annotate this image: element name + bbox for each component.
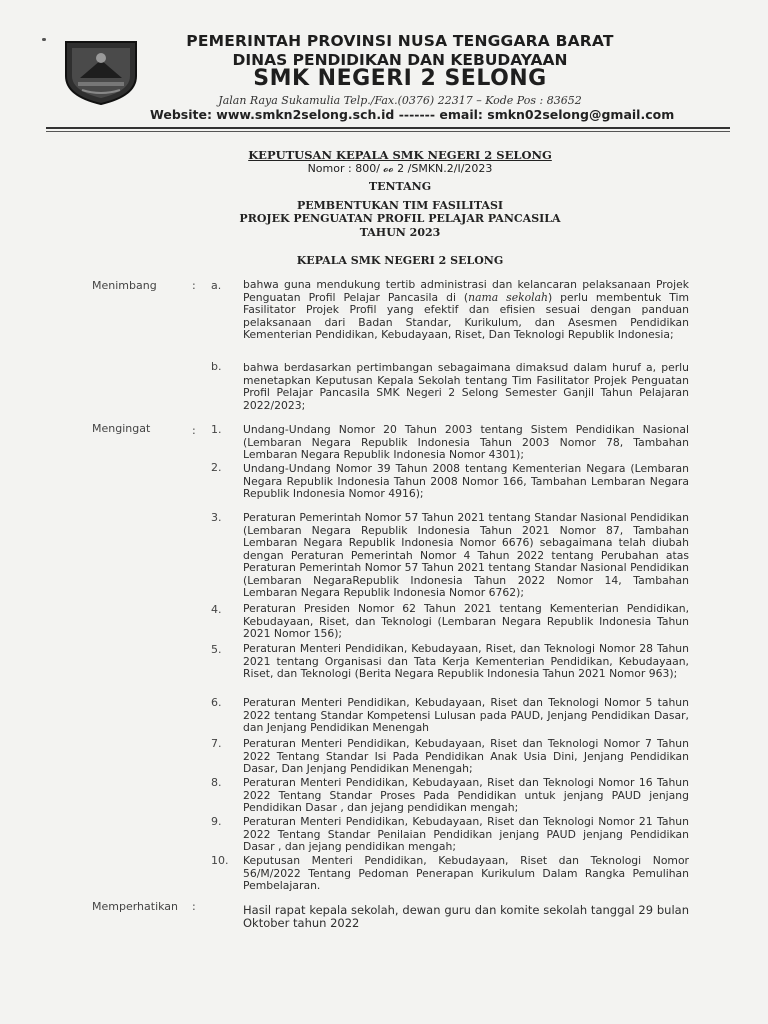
item-marker: 2. (211, 461, 222, 474)
section-colon: : (192, 279, 196, 292)
mengingat-item-4: Peraturan Presiden Nomor 62 Tahun 2021 tentang Kementerian Pendidikan, Kebudayaan, Riset, dan Teknologi (Lembaran Negara Republik Indonesia Tahun 2021 Nomor 156); (243, 602, 689, 640)
memperhatikan-text: Hasil rapat kepala sekolah, dewan guru dan komite sekolah tanggal 29 bulan Oktober tahun 2022 (243, 903, 689, 930)
mengingat-item-3: Peraturan Pemerintah Nomor 57 Tahun 2021 tentang Standar Nasional Pendidikan (Lembaran Negara Republik Indonesia Tahun 2021 Nomor 87, Tambahan Lembaran Negara Republik Indonesia Nomor 6676) sebagaimana telah diubah dengan Peraturan Pemerintah Nomor 4 Tahun 2022 tentang Perubahan atas Peraturan Pemerintah Nomor 57 Tahun 2021 tentang Standar Nasional Pendidikan (Lembaran NegaraRepublik Indonesia Tahun 2022 Nomor 14, Tambahan Lembaran Negara Republik Indonesia Nomor 6762); (243, 511, 689, 599)
item-marker: 5. (211, 643, 222, 656)
item-marker: 10. (211, 854, 229, 867)
mengingat-item-1: Undang-Undang Nomor 20 Tahun 2003 tentang Sistem Pendidikan Nasional (Lembaran Negara Republik Indonesia Tahun 2003 Nomor 78, Tambahan Lembaran Negara Republik Indonesia Nomor 4301); (243, 423, 689, 461)
mengingat-item-5: Peraturan Menteri Pendidikan, Kebudayaan, Riset, dan Teknologi Nomor 28 Tahun 2021 tentang Organisasi dan Tata Kerja Kementerian Pendidikan, Kebudayaan, Riset, dan Teknologi (Berita Negara Republik Indonesia Tahun 2021 Nomor 963); (243, 642, 689, 680)
letterhead-government: PEMERINTAH PROVINSI NUSA TENGGARA BARAT (186, 32, 614, 50)
decree-issuer: KEPALA SMK NEGERI 2 SELONG (296, 254, 504, 267)
decree-subject-line2: PROJEK PENGUATAN PROFIL PELAJAR PANCASILA (239, 212, 561, 225)
letterhead-address: Jalan Raya Sukamulia Telp./Fax.(0376) 22317 – Kode Pos : 83652 (218, 94, 582, 107)
letterhead-website-email: Website: www.smkn2selong.sch.id ------- email: smkn02selong@gmail.com (150, 107, 675, 122)
item-marker: b. (211, 360, 222, 373)
item-marker: 3. (211, 511, 222, 524)
item-marker: 4. (211, 603, 222, 616)
mengingat-item-8: Peraturan Menteri Pendidikan, Kebudayaan, Riset dan Teknologi Nomor 16 Tahun 2022 Tentang Standar Proses Pada Pendidikan untuk jenjang PAUD jenjang Pendidikan Dasar , dan jejang pendidikan mengah; (243, 776, 689, 814)
decree-subject-line1: PEMBENTUKAN TIM FASILITASI (296, 199, 504, 212)
speck-mark (42, 38, 46, 41)
section-colon: : (192, 900, 196, 913)
item-marker: 1. (211, 423, 222, 436)
menimbang-item-a: bahwa guna mendukung tertib administrasi dan kelancaran pelaksanaan Projek Penguatan Profil Pelajar Pancasila di (nama sekolah) perlu membentuk Tim Fasilitator Projek Profil yang efektif dan efisien sesuai dengan panduan pelaksanaan dari Badan Standar, Kurikulum, dan Asesmen Pendidikan Kementerian Pendidikan, Kebudayaan, Riset, Dan Teknologi Republik Indonesia; (243, 278, 689, 341)
letterhead-rule (46, 127, 730, 129)
item-marker: 9. (211, 815, 222, 828)
mengingat-item-7: Peraturan Menteri Pendidikan, Kebudayaan, Riset dan Teknologi Nomor 7 Tahun 2022 Tentang Standar Isi Pada Pendidikan Anak Usia Dini, Jenjang Pendidikan Dasar, Dan Jenjang Pendidikan Menengah; (243, 737, 689, 775)
letterhead-school-name: SMK NEGERI 2 SELONG (253, 66, 547, 91)
item-marker: 8. (211, 776, 222, 789)
item-marker: 7. (211, 737, 222, 750)
mengingat-item-10: Keputusan Menteri Pendidikan, Kebudayaan, Riset dan Teknologi Nomor 56/M/2022 Tentang Pedoman Penerapan Kurikulum Dalam Rangka Pemulihan Pembelajaran. (243, 854, 689, 892)
menimbang-item-b: bahwa berdasarkan pertimbangan sebagaimana dimaksud dalam huruf a, perlu menetapkan Keputusan Kepala Sekolah tentang Tim Fasilitator Projek Penguatan Profil Pelajar Pancasila SMK Negeri 2 Selong Semester Ganjil Tahun Pelajaran 2022/2023; (243, 361, 689, 412)
item-marker: a. (211, 279, 222, 292)
mengingat-item-2: Undang-Undang Nomor 39 Tahun 2008 tentang Kementerian Negara (Lembaran Negara Republik Indonesia Tahun 2008 Nomor 166, Tambahan Lembaran Negara Republik Indonesia Nomor 4916); (243, 462, 689, 500)
letterhead-department: DINAS PENDIDIKAN DAN KEBUDAYAAN (232, 51, 568, 69)
section-colon: : (192, 424, 196, 437)
item-marker: 6. (211, 696, 222, 709)
section-label-menimbang: Menimbang (92, 279, 157, 292)
province-emblem-logo (62, 36, 140, 106)
decree-number: Nomor : 800/ 𝓸𝓸 2 /SMKN.2/I/2023 (307, 162, 493, 175)
letterhead-rule-thin (46, 131, 730, 132)
section-label-memperhatikan: Memperhatikan (92, 900, 179, 913)
mengingat-item-9: Peraturan Menteri Pendidikan, Kebudayaan, Riset dan Teknologi Nomor 21 Tahun 2022 Tentang Standar Penilaian Pendidikan jenjang PAUD jenjang Pendidikan Dasar , dan jejang pendidikan mengah; (243, 815, 689, 853)
mengingat-item-6: Peraturan Menteri Pendidikan, Kebudayaan, Riset dan Teknologi Nomor 5 tahun 2022 tentang Standar Kompetensi Lulusan pada PAUD, Jenjang Pendidikan Dasar, dan Jenjang Pendidikan Menengah (243, 696, 689, 734)
decree-heading: KEPUTUSAN KEPALA SMK NEGERI 2 SELONG (248, 148, 552, 162)
decree-about: TENTANG (368, 180, 432, 193)
section-label-mengingat: Mengingat (92, 422, 151, 435)
decree-subject-line3: TAHUN 2023 (359, 226, 441, 239)
